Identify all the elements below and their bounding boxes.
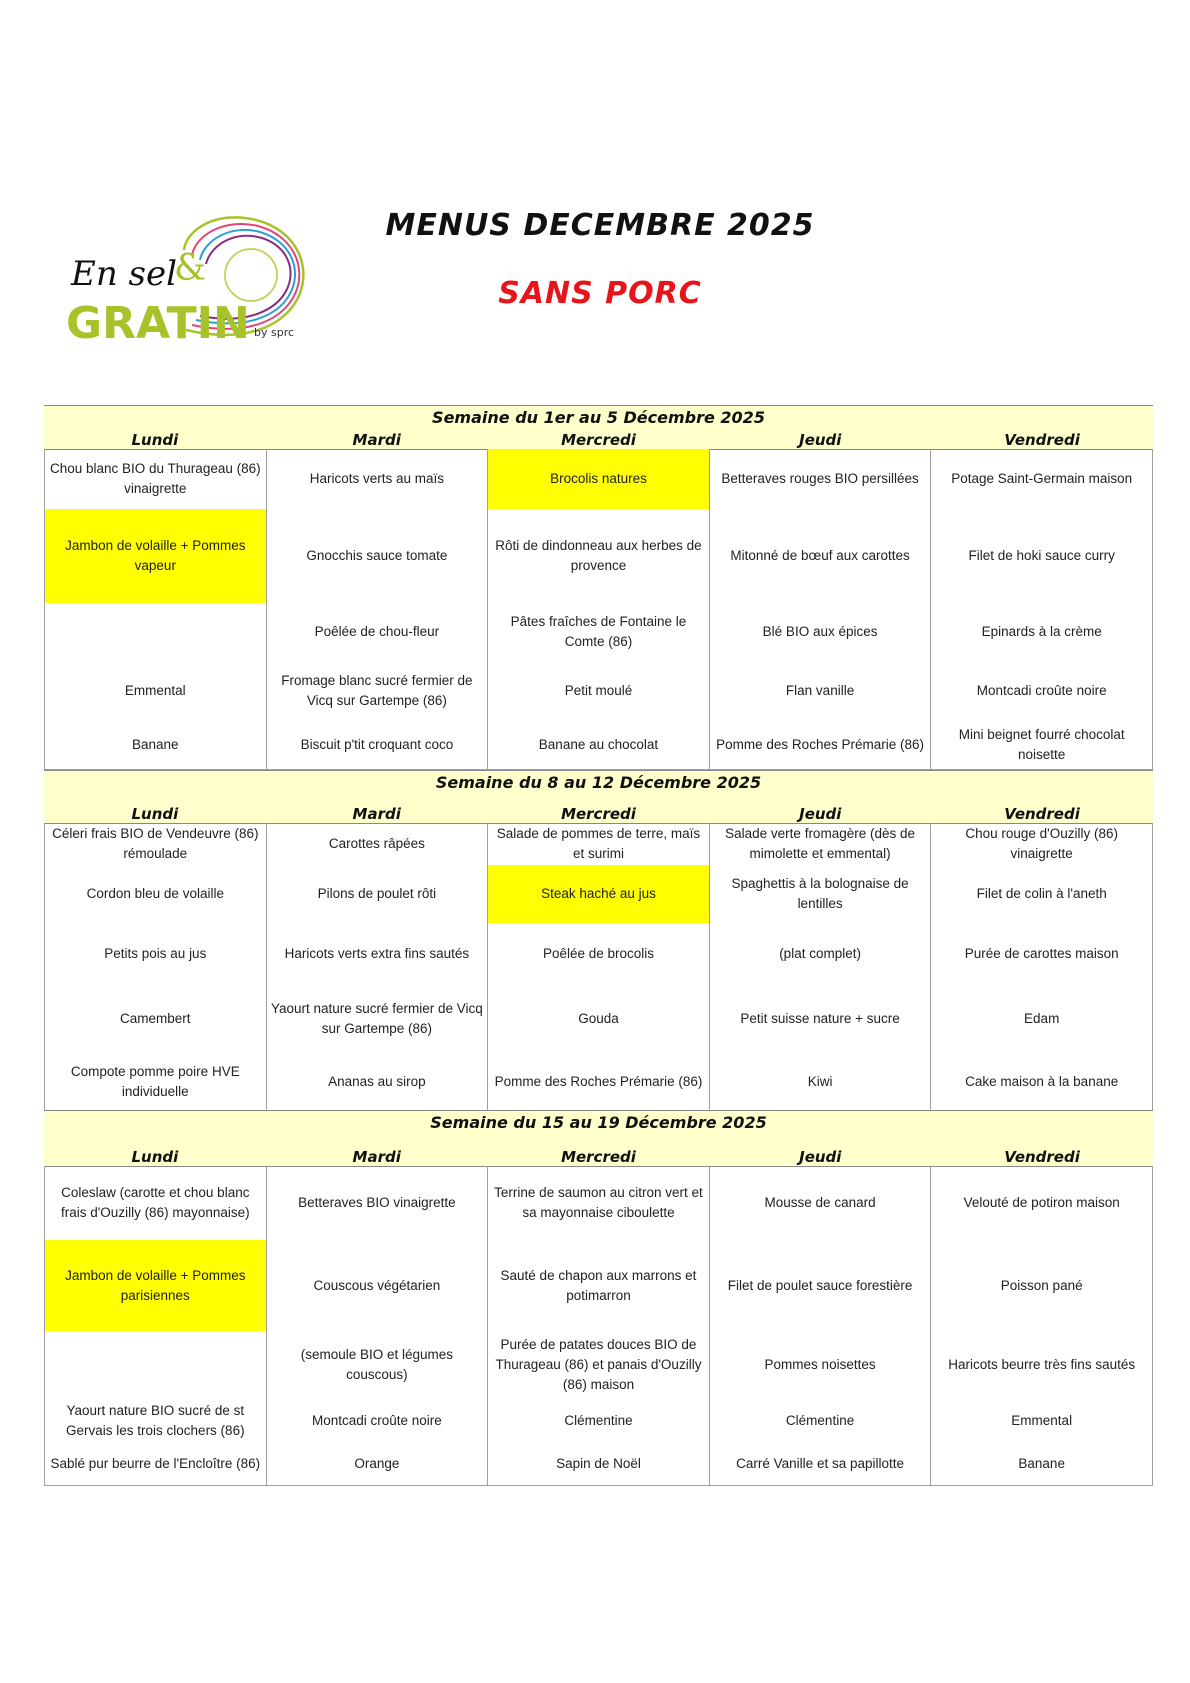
menu-cell: Jambon de volaille + Pommes parisiennes (45, 1240, 267, 1331)
menu-cell (45, 1331, 267, 1398)
menu-cell: Pommes noisettes (709, 1331, 931, 1398)
menu-cell: Clémentine (488, 1398, 710, 1444)
day-label: Lundi (131, 431, 179, 449)
en-sel-gratin-logo (66, 210, 336, 360)
menu-cell: Coleslaw (carotte et chou blanc frais d'Ouzilly (86) mayonnaise) (45, 1166, 267, 1240)
svg-text:by sprc: by sprc (254, 326, 295, 339)
menu-cell: Carré Vanille et sa papillotte (709, 1444, 931, 1485)
menu-cell: Purée de patates douces BIO de Thurageau (86) et panais d'Ouzilly (86) maison (488, 1331, 710, 1398)
menu-cell: Cordon bleu de volaille (45, 865, 267, 923)
menu-cell: Kiwi (709, 1054, 931, 1111)
menu-cell: Betteraves BIO vinaigrette (266, 1166, 488, 1240)
menu-cell: Banane au chocolat (488, 721, 710, 769)
day-label: Mercredi (561, 431, 636, 449)
day-label: Mardi (352, 1148, 401, 1166)
day-label: Lundi (131, 1148, 179, 1166)
menu-row (45, 1054, 1153, 1111)
menu-cell: Filet de poulet sauce forestière (709, 1240, 931, 1331)
page-subtitle: SANS PORC (498, 276, 702, 311)
menu-cell (45, 603, 267, 661)
menu-cell: Yaourt nature BIO sucré de st Gervais les trois clochers (86) (45, 1398, 267, 1444)
menu-cell: Mini beignet fourré chocolat noisette (931, 721, 1153, 769)
week-menu-table (44, 823, 1153, 1112)
day-label: Jeudi (799, 805, 842, 823)
menu-cell: Sablé pur beurre de l'Encloître (86) (45, 1444, 267, 1485)
svg-text:&: & (174, 248, 207, 289)
menu-cell: Gnocchis sauce tomate (266, 509, 488, 603)
svg-text:En sel: En sel (71, 254, 177, 294)
day-label: Mardi (352, 431, 401, 449)
menu-row (45, 449, 1153, 509)
menu-row (45, 984, 1153, 1054)
menu-cell: Potage Saint-Germain maison (931, 449, 1153, 509)
menu-row (45, 721, 1153, 769)
menu-cell: Chou blanc BIO du Thurageau (86) vinaigrette (45, 449, 267, 509)
menu-cell: (plat complet) (709, 923, 931, 984)
day-label: Mercredi (561, 805, 636, 823)
menu-cell: Camembert (45, 984, 267, 1054)
menu-cell: Poêlée de brocolis (488, 923, 710, 984)
menu-cell: Chou rouge d'Ouzilly (86) vinaigrette (931, 823, 1153, 865)
menu-cell: Gouda (488, 984, 710, 1054)
menu-cell: (semoule BIO et légumes couscous) (266, 1331, 488, 1398)
menu-cell: Biscuit p'tit croquant coco (266, 721, 488, 769)
menu-row (45, 823, 1153, 865)
week-header (44, 770, 1153, 824)
menu-cell: Terrine de saumon au citron vert et sa mayonnaise ciboulette (488, 1166, 710, 1240)
day-label: Vendredi (1004, 431, 1080, 449)
menu-cell: Emmental (45, 661, 267, 721)
menu-cell: Mitonné de bœuf aux carottes (709, 509, 931, 603)
week-menu-table (44, 449, 1153, 770)
day-label: Vendredi (1004, 1148, 1080, 1166)
menu-cell: Sauté de chapon aux marrons et potimarron (488, 1240, 710, 1331)
menu-cell: Emmental (931, 1398, 1153, 1444)
menu-cell: Epinards à la crème (931, 603, 1153, 661)
day-label: Mardi (352, 805, 401, 823)
menu-cell: Montcadi croûte noire (931, 661, 1153, 721)
menu-cell: Pâtes fraîches de Fontaine le Comte (86) (488, 603, 710, 661)
menu-cell: Céleri frais BIO de Vendeuvre (86) rémoulade (45, 823, 267, 865)
menu-cell: Banane (931, 1444, 1153, 1485)
menu-cell: Orange (266, 1444, 488, 1485)
menu-row (45, 1331, 1153, 1398)
menu-cell: Sapin de Noël (488, 1444, 710, 1485)
menu-cell: Blé BIO aux épices (709, 603, 931, 661)
menu-cell: Jambon de volaille + Pommes vapeur (45, 509, 267, 603)
week-title: Semaine du 8 au 12 Décembre 2025 (435, 773, 762, 792)
menu-cell: Spaghettis à la bolognaise de lentilles (709, 865, 931, 923)
menu-row (45, 1398, 1153, 1444)
menu-cell: Pilons de poulet rôti (266, 865, 488, 923)
menu-row (45, 865, 1153, 923)
day-label: Vendredi (1004, 805, 1080, 823)
menu-cell: Filet de colin à l'aneth (931, 865, 1153, 923)
menu-cell: Petits pois au jus (45, 923, 267, 984)
menu-cell: Montcadi croûte noire (266, 1398, 488, 1444)
menu-cell: Haricots verts au maïs (266, 449, 488, 509)
page-title: MENUS DECEMBRE 2025 (385, 208, 815, 243)
svg-text:GRATIN: GRATIN (66, 298, 250, 349)
menu-cell: Purée de carottes maison (931, 923, 1153, 984)
menu-cell: Flan vanille (709, 661, 931, 721)
menu-cell: Filet de hoki sauce curry (931, 509, 1153, 603)
menu-cell: Yaourt nature sucré fermier de Vicq sur Gartempe (86) (266, 984, 488, 1054)
menu-cell: Rôti de dindonneau aux herbes de provence (488, 509, 710, 603)
menu-row (45, 1444, 1153, 1485)
menu-cell: Carottes râpées (266, 823, 488, 865)
menu-row (45, 1166, 1153, 1240)
week-title: Semaine du 1er au 5 Décembre 2025 (432, 408, 765, 427)
week-menu-table (44, 1166, 1153, 1486)
menu-row (45, 661, 1153, 721)
day-label: Mercredi (561, 1148, 636, 1166)
day-label: Jeudi (799, 1148, 842, 1166)
menu-cell: Edam (931, 984, 1153, 1054)
menu-cell: Haricots verts extra fins sautés (266, 923, 488, 984)
menu-row (45, 603, 1153, 661)
menu-cell: Couscous végétarien (266, 1240, 488, 1331)
menu-cell: Poisson pané (931, 1240, 1153, 1331)
menu-cell: Clémentine (709, 1398, 931, 1444)
menu-cell: Steak haché au jus (488, 865, 710, 923)
menu-cell: Haricots beurre très fins sautés (931, 1331, 1153, 1398)
menu-cell: Salade de pommes de terre, maïs et surimi (488, 823, 710, 865)
menu-cell: Brocolis natures (488, 449, 710, 509)
week-header (44, 405, 1153, 450)
menu-cell: Velouté de potiron maison (931, 1166, 1153, 1240)
week-header (44, 1110, 1153, 1167)
menu-row (45, 1240, 1153, 1331)
menu-cell: Compote pomme poire HVE individuelle (45, 1054, 267, 1111)
menu-cell: Betteraves rouges BIO persillées (709, 449, 931, 509)
day-label: Jeudi (799, 431, 842, 449)
menu-cell: Petit suisse nature + sucre (709, 984, 931, 1054)
menu-row (45, 923, 1153, 984)
menu-cell: Banane (45, 721, 267, 769)
week-title: Semaine du 15 au 19 Décembre 2025 (430, 1113, 767, 1132)
menu-cell: Pomme des Roches Prémarie (86) (709, 721, 931, 769)
menu-cell: Mousse de canard (709, 1166, 931, 1240)
menu-cell: Pomme des Roches Prémarie (86) (488, 1054, 710, 1111)
menu-cell: Petit moulé (488, 661, 710, 721)
day-label: Lundi (131, 805, 179, 823)
menu-cell: Salade verte fromagère (dès de mimolette et emmental) (709, 823, 931, 865)
menu-cell: Poêlée de chou-fleur (266, 603, 488, 661)
menu-cell: Fromage blanc sucré fermier de Vicq sur Gartempe (86) (266, 661, 488, 721)
menu-cell: Ananas au sirop (266, 1054, 488, 1111)
menu-cell: Cake maison à la banane (931, 1054, 1153, 1111)
menu-row (45, 509, 1153, 603)
